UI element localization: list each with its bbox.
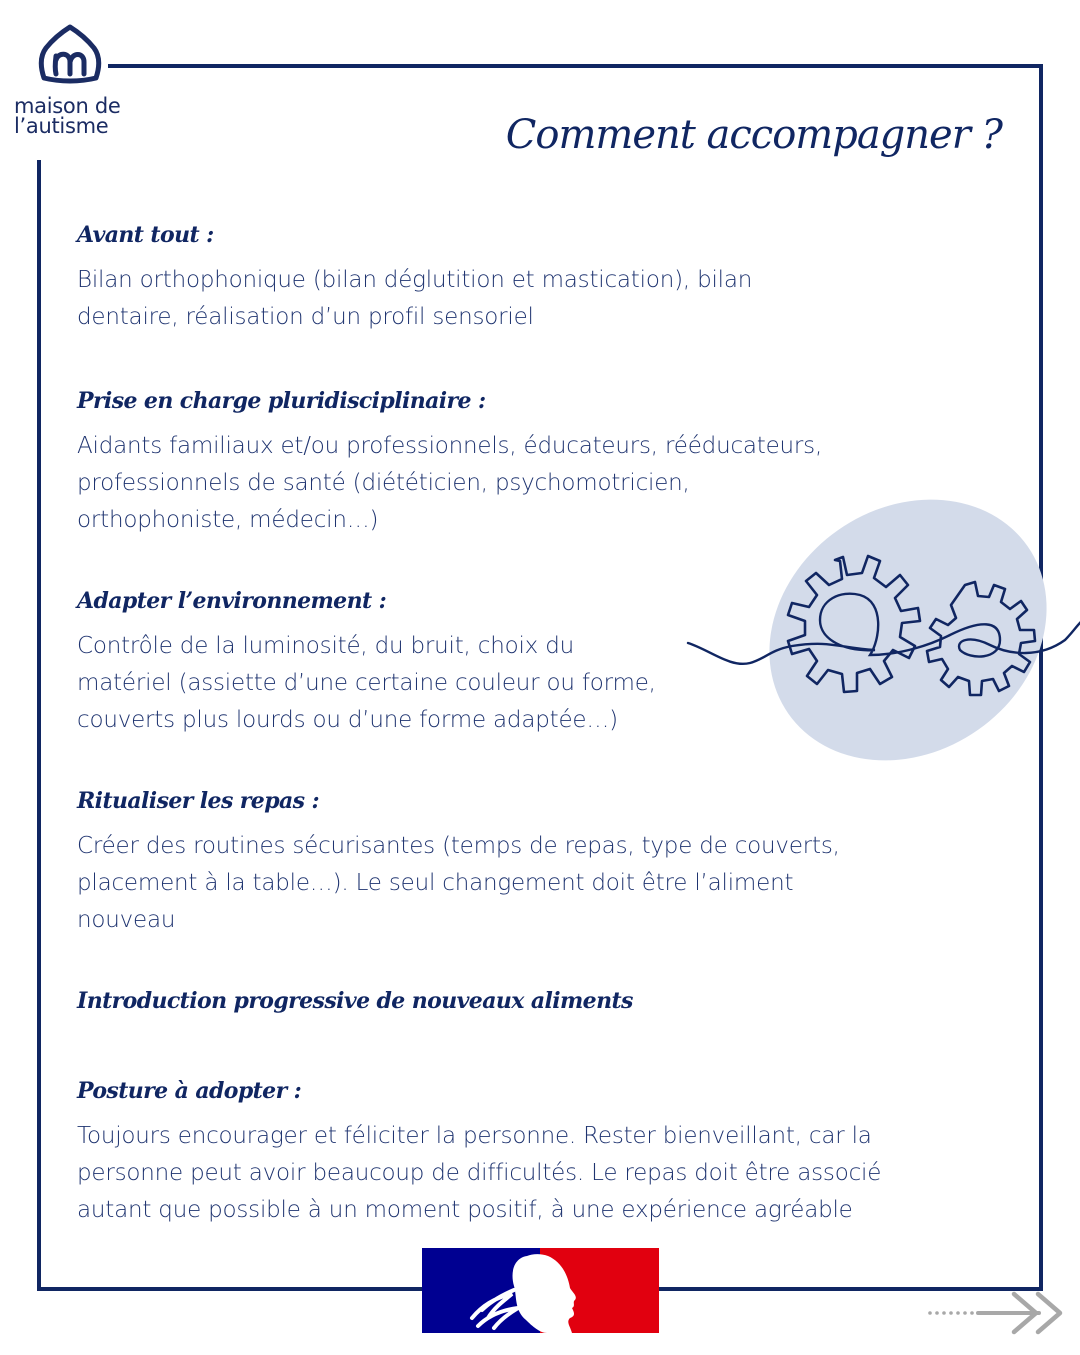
page-title: Comment accompagner ? [505, 112, 1002, 158]
section-body [77, 628, 656, 739]
section-heading: Adapter l’environnement : [77, 588, 387, 614]
section-posture [77, 1078, 881, 1229]
gears-icon [670, 480, 1080, 780]
body-line: couverts plus lourds ou d’une forme adaptée…) [77, 707, 618, 733]
body-line: Bilan orthophonique (bilan déglutition et mastication), bilan [77, 267, 753, 293]
body-line: dentaire, réalisation d’un profil sensoriel [77, 304, 534, 330]
section-heading: Introduction progressive de nouveaux aliments [77, 988, 633, 1014]
section-avant-tout [77, 222, 752, 336]
body-line: Créer des routines sécurisantes (temps de repas, type de couverts, [77, 833, 840, 859]
section-body [77, 828, 840, 939]
body-line: professionnels de santé (diététicien, psychomotricien, [77, 470, 690, 496]
section-body [77, 262, 752, 336]
brand-name-line1: maison de [14, 94, 121, 118]
gears-illustration [670, 480, 1080, 780]
body-line: Contrôle de la luminosité, du bruit, choix du [77, 633, 574, 659]
section-ritualiser [77, 788, 840, 939]
brand-logo [14, 22, 154, 136]
body-line: Toujours encourager et féliciter la personne. Rester bienveillant, car la [77, 1123, 872, 1149]
body-line: placement à la table…). Le seul changement doit être l’aliment [77, 870, 794, 896]
section-body [77, 1118, 881, 1229]
body-line: autant que possible à un moment positif, à une expérience agréable [77, 1197, 853, 1223]
section-heading: Ritualiser les repas : [77, 788, 319, 814]
section-introduction [77, 988, 633, 1028]
next-page-button[interactable] [926, 1290, 1071, 1350]
frame-top-border [108, 64, 1043, 68]
section-adapter-environnement [77, 588, 656, 739]
section-heading: Avant tout : [77, 222, 214, 248]
body-line: orthophoniste, médecin…) [77, 507, 379, 533]
double-chevron-right-icon [926, 1290, 1071, 1350]
marianne-icon [422, 1248, 659, 1333]
marianne-logo [422, 1248, 659, 1333]
body-line: nouveau [77, 907, 176, 933]
section-heading: Posture à adopter : [77, 1078, 302, 1104]
frame-left-border [37, 160, 41, 1291]
body-line: matériel (assiette d’une certaine couleur ou forme, [77, 670, 656, 696]
section-heading: Prise en charge pluridisciplinaire : [77, 388, 486, 414]
body-line: personne peut avoir beaucoup de difficultés. Le repas doit être associé [77, 1160, 882, 1186]
body-line: Aidants familiaux et/ou professionnels, éducateurs, rééducateurs, [77, 433, 823, 459]
brand-name-line2: l’autisme [14, 114, 109, 138]
house-m-icon [36, 22, 104, 90]
